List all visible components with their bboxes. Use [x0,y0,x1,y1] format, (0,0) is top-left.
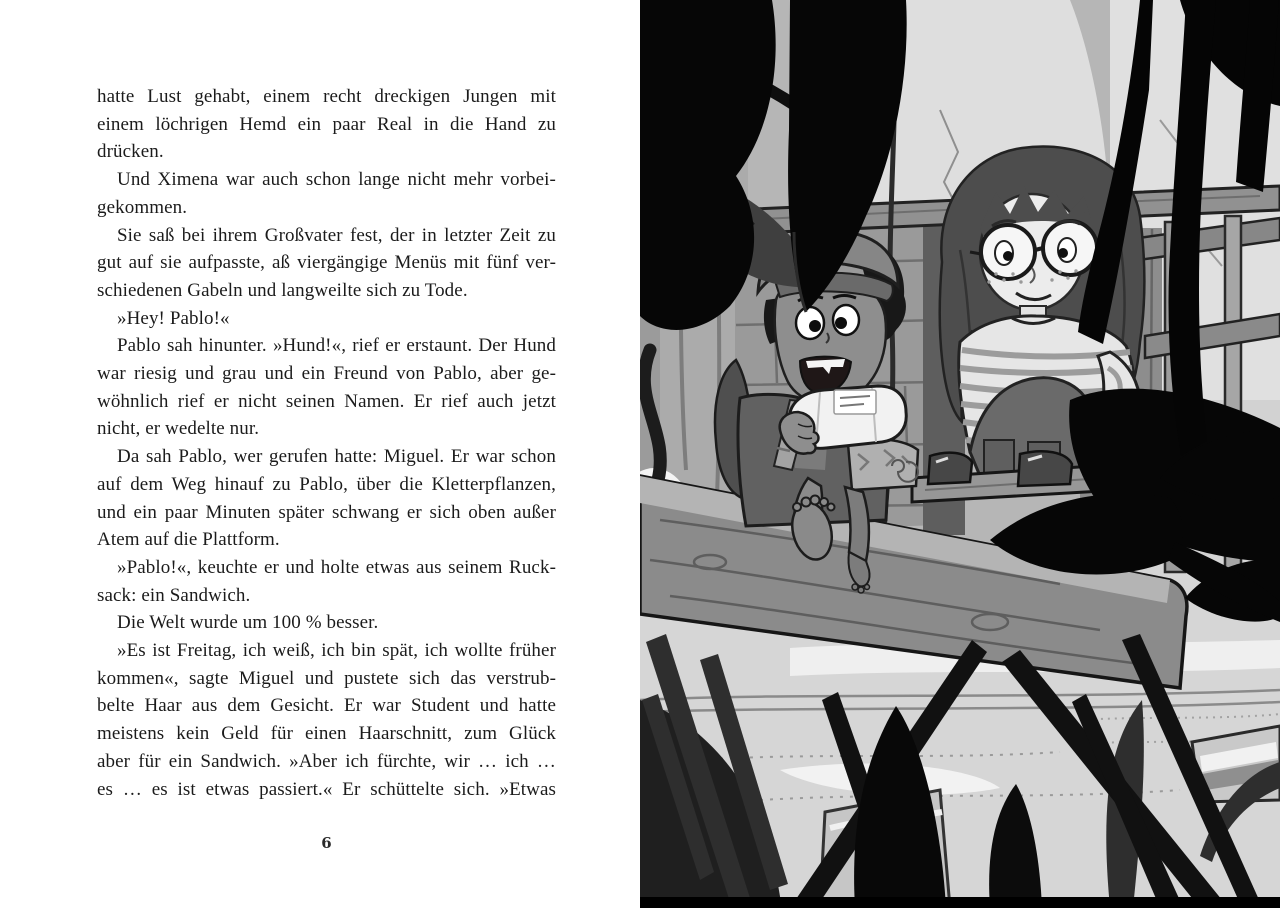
text-line: auf dem Weg hinauf zu Pablo, über die Kletterpflanzen, [97,473,556,495]
text-line: Und Ximena war auch schon lange nicht mehr vorbei- [117,169,556,191]
text-line: kommen«, sagte Miguel und pustete sich das verstrub- [97,667,556,689]
treehouse-scene-illustration [640,0,1280,908]
text-line: hatte Lust gehabt, einem recht dreckigen Jungen mit [97,86,556,107]
text-line: einem löchrigen Hemd ein paar Real in die Hand zu [97,113,556,135]
text-line: aber für ein Sandwich. »Aber ich fürchte, wir … ich … [97,750,556,772]
text-line: Pablo sah hinunter. »Hund!«, rief er erstaunt. Der Hund [117,335,556,357]
text-line: Die Welt wurde um 100 % besser. [117,612,379,634]
text-line: belte Haar aus dem Gesicht. Er war Student und hatte [97,695,556,717]
text-line: drücken. [97,141,164,163]
text-line: Da sah Pablo, wer gerufen hatte: Miguel. Er war schon [117,446,556,468]
text-line: schiedenen Gabeln und langweilte sich zu Tode. [97,279,468,301]
text-line: »Es ist Freitag, ich weiß, ich bin spät, ich wollte früher [117,640,556,662]
text-line: »Pablo!«, keuchte er und holte etwas aus seinem Ruck- [117,556,556,578]
text-line: sack: ein Sandwich. [97,584,251,606]
text-line: gekommen. [97,196,188,218]
text-line: wöhnlich rief er nicht seinen Namen. Er rief auch jetzt [97,390,556,412]
sandwich-label [834,390,876,414]
text-line: war riesig und grau und ein Freund von Pablo, aber ge- [97,363,556,385]
text-line: nicht, er wedelte nur. [97,418,260,440]
text-line: und ein paar Minuten später schwang er sich oben außer [97,501,556,523]
text-line: gut auf sie aufpasste, aß viergängige Menüs mit fünf ver- [97,252,556,274]
text-line: Sie saß bei ihrem Großvater fest, der in letzter Zeit zu [117,224,556,246]
body-text [97,83,556,803]
illustration [640,0,1280,908]
text-line: »Hey! Pablo!« [117,307,230,329]
text-line: es … es ist etwas passiert.« Er schüttelte sich. »Etwas [97,778,556,800]
text-line: Atem auf die Plattform. [97,529,280,551]
page-number: 6 [321,834,332,852]
text-line: meistens kein Geld für einen Haarschnitt, zum Glück [97,723,556,745]
